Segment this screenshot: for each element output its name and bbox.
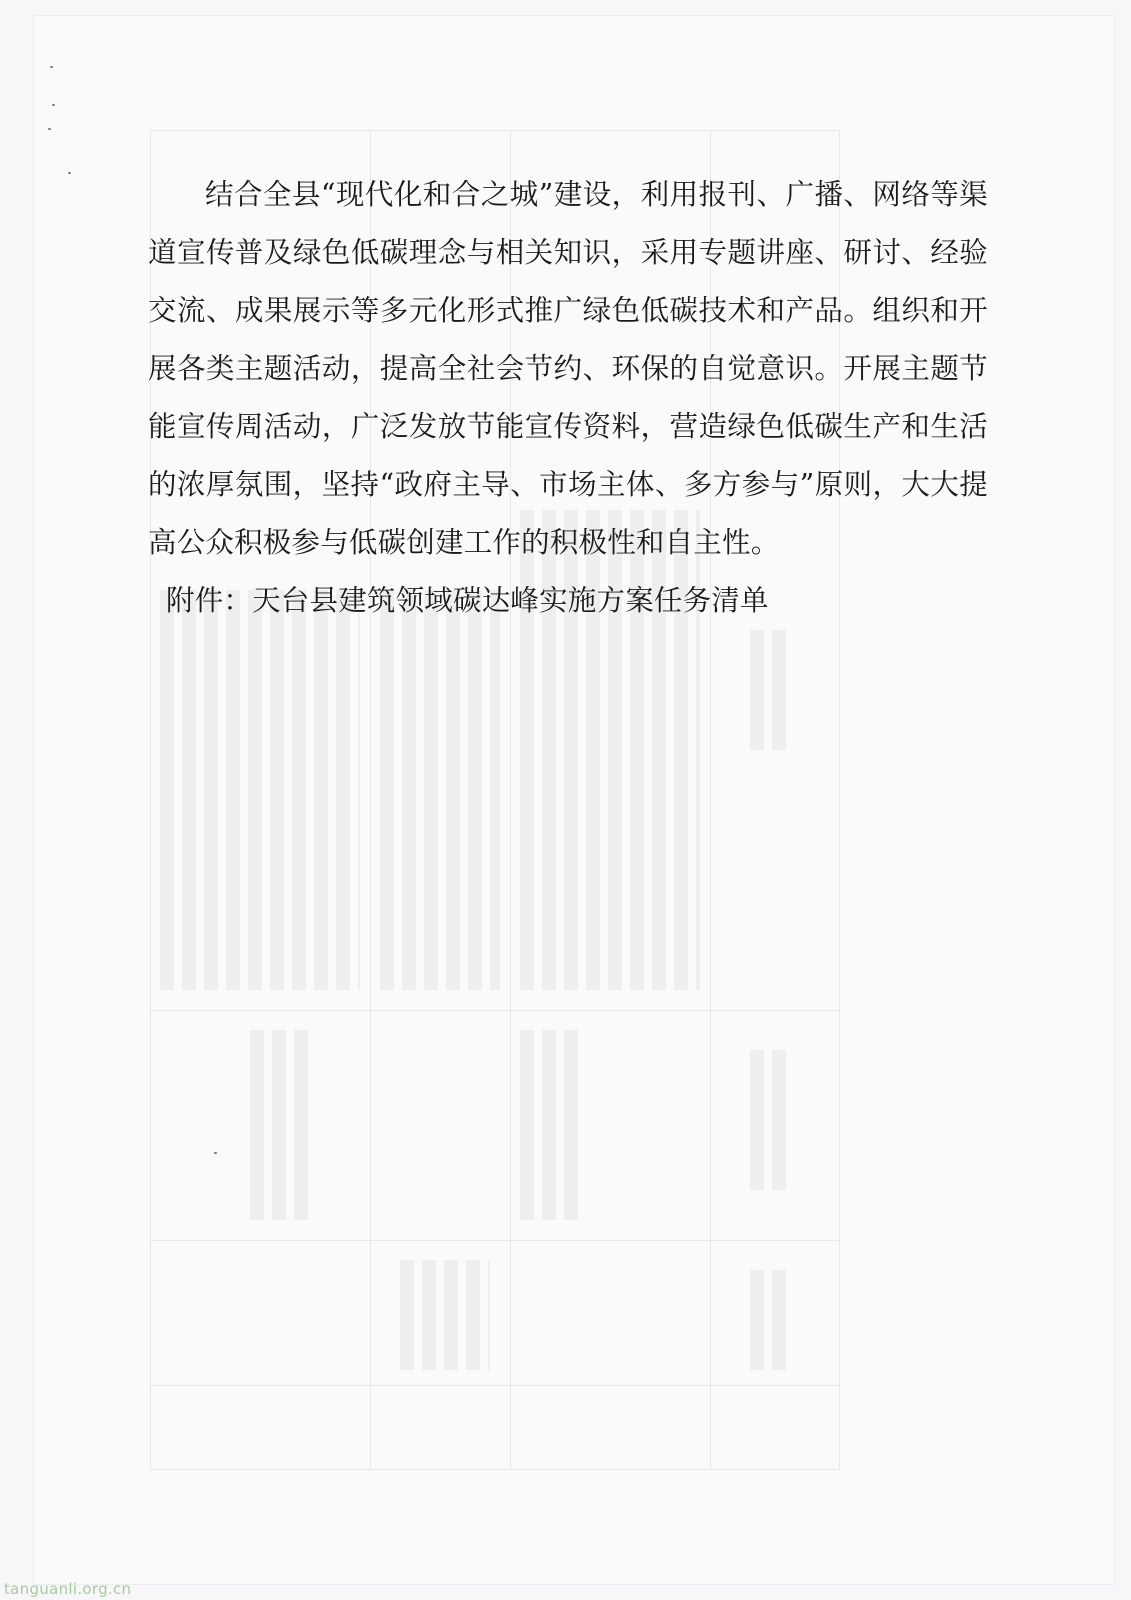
attachment-line: 附件：天台县建筑领域碳达峰实施方案任务清单 bbox=[166, 584, 769, 617]
site-watermark: tanguanli.org.cn bbox=[4, 1580, 132, 1598]
document-body bbox=[148, 166, 988, 630]
body-paragraph: 结合全县“现代化和合之城”建设，利用报刊、广播、网络等渠道宣传普及绿色低碳理念与相关知识，采用专题讲座、研讨、经验交流、成果展示等多元化形式推广绿色低碳技术和产品。组织和开展各类主题活动，提高全社会节约、环保的自觉意识。开展主题节能宣传周活动，广泛发放节能宣传资料，营造绿色低碳生产和生活的浓厚氛围，坚持“政府主导、市场主体、多方参与”原则，大大提高公众积极参与低碳创建工作的积极性和自主性。 bbox=[148, 178, 988, 559]
